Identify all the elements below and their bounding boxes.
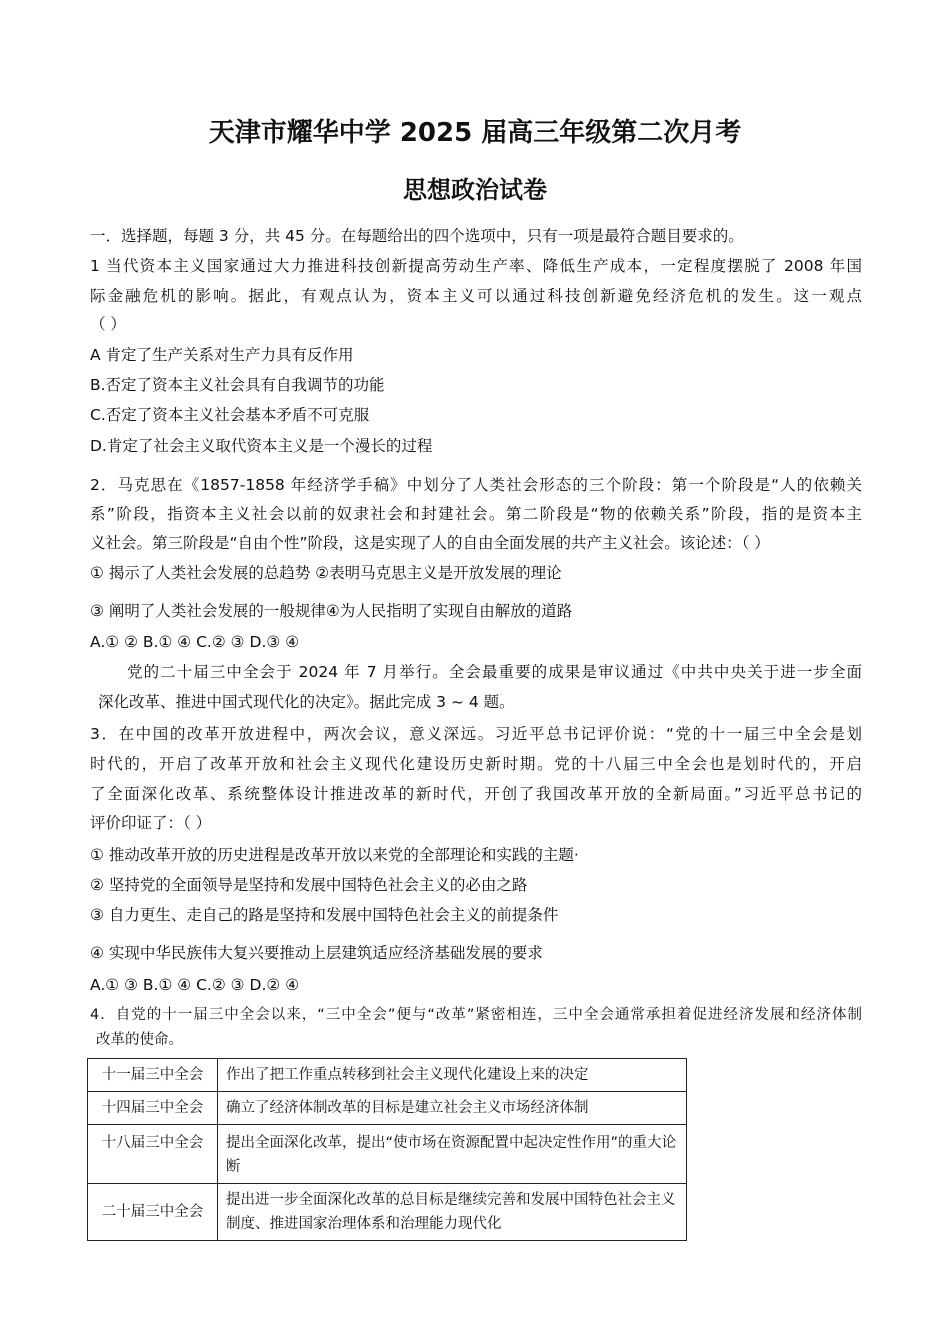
table-cell-session: 十八届三中全会 (88, 1125, 218, 1184)
q3-answers: A.① ③ B.① ④ C.② ③ D.② ④ (90, 976, 300, 994)
q1-stem-line: （ ） (90, 315, 126, 333)
q2-stem-line: 2．马克思在《1857-1858 年经济学手稿》中划分了人类社会形态的三个阶段：第一个阶段是“人的依赖关 (90, 476, 862, 494)
q2-answers: A.① ② B.① ④ C.② ③ D.③ ④ (90, 633, 300, 651)
q4-stem-line: 改革的使命。 (96, 1032, 183, 1048)
table-cell-session: 十四届三中全会 (88, 1092, 218, 1125)
table-cell-session: 二十届三中全会 (88, 1184, 218, 1241)
exam-subtitle: 思想政治试卷 (403, 176, 547, 204)
q2-stem-line: 系”阶段，指资本主义社会以前的奴隶社会和封建社会。第二阶段是“物的依赖关系”阶段，指的是资本主 (90, 505, 862, 523)
q2-item-line: ① 揭示了人类社会发展的总趋势 ②表明马克思主义是开放发展的理论 (90, 564, 562, 582)
table-row (88, 1092, 687, 1125)
table-row (88, 1125, 687, 1184)
q2-stem-line: 义社会。第三阶段是“自由个性”阶段，这是实现了人的自由全面发展的共产主义社会。该论述：（ ） (90, 534, 770, 552)
q3-stem-line: 了全面深化改革、系统整体设计推进改革的新时代，开创了我国改革开放的全新局面。”习近平总书记的 (90, 785, 862, 803)
table-cell-content: 作出了把工作重点转移到社会主义现代化建设上来的决定 (218, 1059, 687, 1092)
q1-option-d: D.肯定了社会主义取代资本主义是一个漫长的过程 (90, 437, 433, 455)
reform-sessions-table (87, 1058, 687, 1241)
q3-stem-line: 评价印证了：（ ） (90, 814, 212, 832)
q1-option-b: B.否定了资本主义社会具有自我调节的功能 (90, 376, 385, 394)
exam-title: 天津市耀华中学 2025 届高三年级第二次月考 (208, 118, 742, 148)
section-instructions: 一．选择题，每题 3 分，共 45 分。在每题给出的四个选项中，只有一项是最符合题目要求的。 (90, 227, 744, 245)
table-cell-content: 提出进一步全面深化改革的总目标是继续完善和发展中国特色社会主义制度、推进国家治理体系和治理能力现代化 (218, 1184, 687, 1241)
material-line: 党的二十届三中全会于 2024 年 7 月举行。全会最重要的成果是审议通过《中共中央关于进一步全面 (127, 663, 862, 681)
q3-item-line: ① 推动改革开放的历史进程是改革开放以来党的全部理论和实践的主题· (90, 846, 579, 864)
q4-stem-line: 4．自党的十一届三中全会以来，“三中全会”便与“改革”紧密相连，三中全会通常承担着促进经济发展和经济体制 (90, 1007, 862, 1023)
q3-stem-line: 3．在中国的改革开放进程中，两次会议，意义深远。习近平总书记评价说：“党的十一届三中全会是划 (90, 725, 862, 743)
table-cell-content: 确立了经济体制改革的目标是建立社会主义市场经济体制 (218, 1092, 687, 1125)
table-row (88, 1059, 687, 1092)
q1-stem-line: 际金融危机的影响。据此，有观点认为，资本主义可以通过科技创新避免经济危机的发生。这一观点 (90, 287, 862, 305)
table-cell-session: 十一届三中全会 (88, 1059, 218, 1092)
q2-item-line: ③ 阐明了人类社会发展的一般规律④为人民指明了实现自由解放的道路 (90, 602, 573, 620)
table-cell-content: 提出全面深化改革，提出“使市场在资源配置中起决定性作用”的重大论断 (218, 1125, 687, 1184)
q3-item-line: ④ 实现中华民族伟大复兴要推动上层建筑适应经济基础发展的要求 (90, 944, 543, 962)
q1-stem-line: 1 当代资本主义国家通过大力推进科技创新提高劳动生产率、降低生产成本，一定程度摆脱了 2008 年国 (90, 257, 862, 275)
q1-option-a: A 肯定了生产关系对生产力具有反作用 (90, 346, 354, 364)
q3-item-line: ③ 自力更生、走自己的路是坚持和发展中国特色社会主义的前提条件 (90, 906, 559, 924)
q1-option-c: C.否定了资本主义社会基本矛盾不可克服 (90, 406, 370, 424)
q3-item-line: ② 坚持党的全面领导是坚持和发展中国特色社会主义的必由之路 (90, 876, 528, 894)
material-line: 深化改革、推进中国式现代化的决定》。据此完成 3 ~ 4 题。 (98, 693, 515, 711)
table-row (88, 1184, 687, 1241)
q3-stem-line: 时代的，开启了改革开放和社会主义现代化建设历史新时期。党的十八届三中全会也是划时代的，开启 (90, 755, 862, 773)
